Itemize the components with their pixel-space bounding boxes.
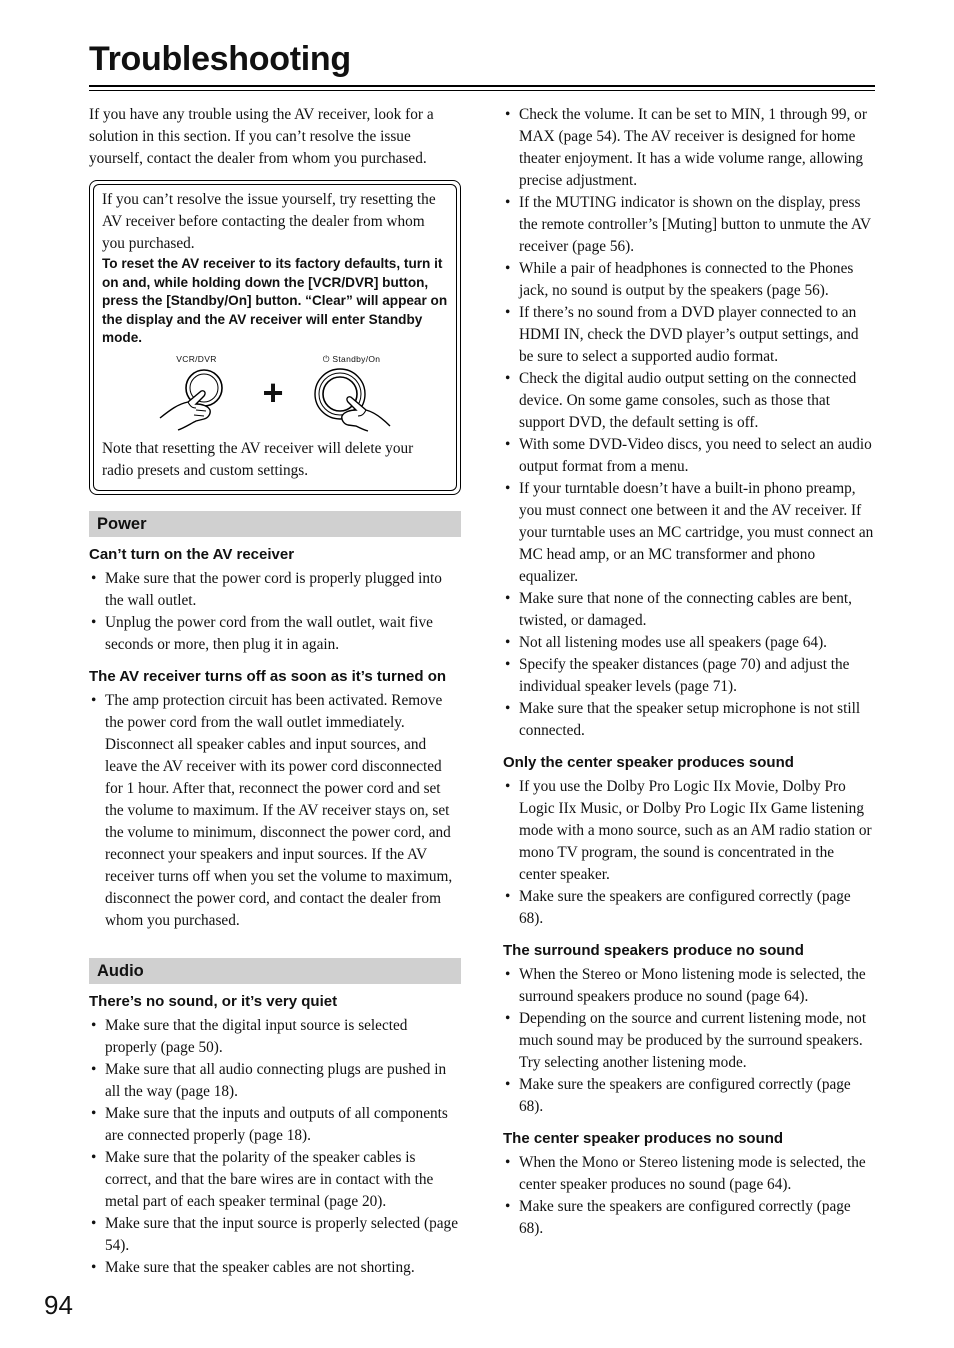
hand-press-standby-icon [310,366,394,432]
standby-on-label-text: Standby/On [332,353,381,364]
list-item: • Make sure the speakers are configured correctly (page 68). [503,1196,875,1240]
answer-list-turns-off [89,690,461,932]
hand-press-icon [156,366,236,432]
list-item: • While a pair of headphones is connected to the Phones jack, no sound is output by the speakers (page 56). [503,258,875,302]
section-heading-power: Power [89,511,461,537]
reset-note-box-inner [93,184,457,491]
list-item: • Make sure the speakers are configured correctly (page 68). [503,1074,875,1118]
list-item: • When the Mono or Stereo listening mode is selected, the center speaker produces no sound (page 64). [503,1152,875,1196]
question-turns-off: The AV receiver turns off as soon as it’s turned on [89,667,447,685]
list-item: • Make sure that the polarity of the speaker cables is correct, and that the bare wires are in contact with the metal part of each speaker terminal (page 20). [89,1147,461,1213]
list-item: • Make sure that all audio connecting plugs are pushed in all the way (page 18). [89,1059,461,1103]
reset-note-text: If you can’t resolve the issue yourself, try resetting the AV receiver before contacting the dealer from whom you purchased. [102,191,436,252]
reset-instructions: To reset the AV receiver to its factory defaults, turn it on and, while holding down the [VCR/DVR] button, press the [Standby/On] button. “Clear” will appear on the display and the AV receiver will enter Standby mode. [102,256,448,345]
list-item: • If your turntable doesn’t have a built-in phono preamp, you must connect one between it and the AV receiver. If your turntable uses an MC cartridge, you must connect an MC head amp, or an MC transformer and phono equalizer. [503,478,875,588]
list-item: • Not all listening modes use all speakers (page 64). [503,632,875,654]
list-item: • Depending on the source and current listening mode, not much sound may be produced by the surround speakers. Try selecting another listening mode. [503,1008,875,1074]
answer-list-center-no-sound [503,1152,875,1240]
question-center-no-sound: The center speaker produces no sound [503,1130,784,1147]
title-rule-thin [89,90,875,91]
list-item: • Make sure that the speaker setup microphone is not still connected. [503,698,875,742]
list-item: • Make sure that the speaker cables are not shorting. [89,1257,461,1279]
question-no-sound: There’s no sound, or it’s very quiet [89,992,338,1010]
power-icon: ⏻ [322,353,330,364]
list-item: • If the MUTING indicator is shown on the display, press the remote controller’s [Muting] button to unmute the AV receiver (page 56). [503,192,875,258]
question-only-center: Only the center speaker produces sound [503,754,794,771]
reset-illustration [102,354,448,432]
left-column [89,104,461,1279]
answer-list-no-sound [89,1015,461,1279]
title-rule [89,85,875,87]
list-item: • Make sure the speakers are configured correctly (page 68). [503,886,875,930]
answer-list-surround-no-sound [503,964,875,1118]
plus-sign: + [262,371,284,413]
list-item: • Check the digital audio output setting on the connected device. On some game consoles, such as those that support DVD, the default setting is off. [503,368,875,434]
section-heading-audio: Audio [89,958,461,984]
list-item: • Make sure that none of the connecting cables are bent, twisted, or damaged. [503,588,875,632]
list-item: • If there’s no sound from a DVD player connected to an HDMI IN, check the DVD player’s output settings, and be sure to select a supported audio format. [503,302,875,368]
page-number: 94 [44,1290,73,1320]
list-item: • Make sure that the input source is properly selected (page 54). [89,1213,461,1257]
reset-note-box [89,180,461,495]
answer-list-no-sound-continued [503,104,875,742]
vcr-dvr-button-figure [156,354,236,432]
standby-on-button-label [323,354,381,364]
page-title: Troubleshooting [89,40,351,78]
list-item: • If you use the Dolby Pro Logic IIx Movie, Dolby Pro Logic IIx Music, or Dolby Pro Logic IIx Game listening mode with a mono source, such as an AM radio station or mono TV program, the sound is concentrated in the center speaker. [503,776,875,886]
list-item: • Unplug the power cord from the wall outlet, wait five seconds or more, then plug it in again. [89,612,461,656]
answer-list-only-center [503,776,875,930]
intro-paragraph: If you have any trouble using the AV receiver, look for a solution in this section. If you can’t resolve the issue yourself, contact the dealer from whom you purchased. [89,106,434,167]
list-item: • Make sure that the power cord is properly plugged into the wall outlet. [89,568,461,612]
list-item: • Make sure that the digital input source is selected properly (page 50). [89,1015,461,1059]
list-item: • Check the volume. It can be set to MIN, 1 through 99, or MAX (page 54). The AV receiver is designed for home theater enjoyment. It has a wide volume range, allowing precise adjustment. [503,104,875,192]
standby-on-button-figure [310,354,394,432]
list-item: • Make sure that the inputs and outputs of all components are connected properly (page 18). [89,1103,461,1147]
vcr-dvr-button-label: VCR/DVR [176,353,217,364]
reset-warning-text: Note that resetting the AV receiver will delete your radio presets and custom settings. [102,439,414,479]
list-item: • With some DVD-Video discs, you need to select an audio output format from a menu. [503,434,875,478]
list-item: • Specify the speaker distances (page 70) and adjust the individual speaker levels (page 71). [503,654,875,698]
question-surround-no-sound: The surround speakers produce no sound [503,942,804,959]
right-column [503,104,875,1240]
question-cant-turn-on: Can’t turn on the AV receiver [89,545,295,563]
list-item: • When the Stereo or Mono listening mode is selected, the surround speakers produce no sound (page 64). [503,964,875,1008]
answer-list-cant-turn-on [89,568,461,656]
list-item: • The amp protection circuit has been activated. Remove the power cord from the wall outlet immediately. Disconnect all speaker cables and input sources, and leave the AV receiver with its power cord disconnected for 1 hour. After that, reconnect the power cord and set the volume to maximum. If the AV receiver stays on, set the volume to minimum, disconnect the power cord, and reconnect your speakers and input sources. If the AV receiver turns off when you set the volume to maximum, disconnect the power cord, and contact the dealer from whom you purchased. [89,690,461,932]
